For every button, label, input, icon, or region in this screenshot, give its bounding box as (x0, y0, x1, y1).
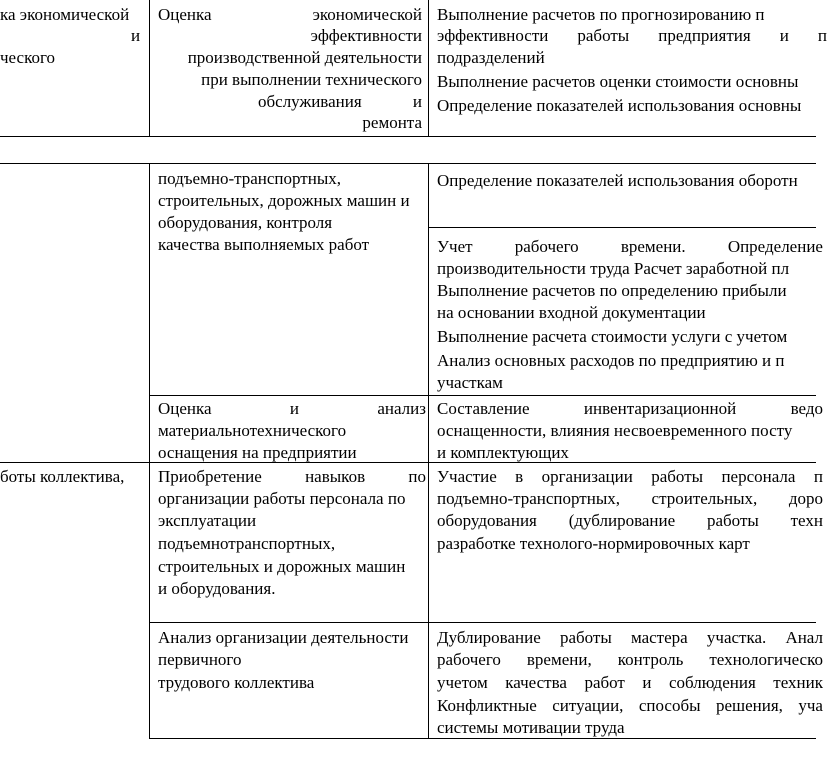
top-col3-word: работы (577, 26, 630, 45)
top-col2-line (258, 90, 422, 113)
top-col2-line: при выполнении технического (201, 70, 422, 89)
row1-col3-line: Выполнение расчета стоимости услуги с учетом (437, 327, 788, 346)
row1-col2-line: качества выполняемых работ (158, 235, 370, 254)
row3-col2-line: строительных и дорожных машин (158, 557, 406, 576)
row1-col2-line: строительных, дорожных машин и (158, 191, 410, 210)
top-col3-word: и (779, 26, 789, 45)
row2-col2-line: оснащения на предприятии (158, 443, 357, 462)
top-col2-line: эффективности (310, 26, 422, 45)
top-col3-line (437, 24, 827, 47)
row4-col3-word: времени, (526, 650, 592, 669)
row3-col2-line: подъемнотранспортных, (158, 534, 336, 553)
top-col3-word: п (817, 26, 827, 45)
row2-col3-word: ведо (790, 399, 823, 418)
row3-col3-line (437, 487, 823, 510)
row3-col3-word: работы (651, 467, 704, 486)
row3-col2-word: Приобретение (158, 467, 262, 486)
row3-col3-line (437, 465, 823, 488)
row3-col3-word: работы (706, 511, 759, 530)
row3-col1-line: боты коллектива, (0, 467, 125, 486)
row4-col3-line: системы мотивации труда (437, 718, 625, 737)
row1-col3-word: рабочего (514, 237, 579, 256)
top-table-bottom-border (0, 136, 816, 137)
row4-col3-word: учетом (437, 673, 488, 692)
row3-col2-line: организации работы персонала по (158, 489, 406, 508)
row4-col3-word: работы (559, 628, 612, 647)
row3-col3-line (437, 509, 823, 532)
row1-col3-line: Определение показателей использования оборотн (437, 171, 798, 190)
row1-subdivider (428, 227, 816, 228)
row1-col2-line: оборудования, контроля (158, 213, 333, 232)
row4-col3-word: решения, (715, 696, 783, 715)
row2-col2-line (158, 397, 426, 420)
row3-col3-word: доро (788, 489, 823, 508)
row2-col3-line (437, 397, 823, 420)
top-col3-line: Выполнение расчетов оценки стоимости основны (437, 72, 799, 91)
row4-col3-word: работ (584, 673, 625, 692)
row4-col3-word: участка. (706, 628, 767, 647)
row1-col3-line: Выполнение расчетов по определению прибыли (437, 281, 787, 300)
row1-col3-line: производительности труда Расчет заработной пл (437, 259, 790, 278)
row4-col3-line (437, 648, 823, 671)
row4-col2-line: трудового коллектива (158, 673, 315, 692)
bottom-table-top-border (0, 163, 816, 164)
row3-col3-word: Участие (437, 467, 497, 486)
row4-col3-word: технологическо (709, 650, 823, 669)
top-col1-line: ческого (0, 48, 56, 67)
row3-col2-word: по (408, 467, 426, 486)
top-col2-word: экономической (312, 5, 422, 24)
row1-col3-line (437, 235, 823, 258)
row4-col3-word: соблюдения (668, 673, 756, 692)
row4-col3-line (437, 671, 823, 694)
row1-col3-line: на основании входной документации (437, 303, 706, 322)
bottom-table-border-col1 (149, 163, 150, 739)
top-col3-word: эффективности (437, 26, 549, 45)
row1-col3-word: времени. (620, 237, 686, 256)
row3-col3-word: в (515, 467, 524, 486)
row4-col3-word: рабочего (437, 650, 501, 669)
top-col1-line: и (131, 26, 141, 45)
top-col1-line: ка экономической (0, 5, 130, 24)
top-table-border-col1 (149, 0, 150, 137)
row2-bottom-border (0, 462, 816, 463)
row4-col3-word: техник (773, 673, 823, 692)
row3-col2-word: навыков (305, 467, 366, 486)
row1-col2-line: подъемно-транспортных, (158, 169, 342, 188)
row3-col3-word: подъемно-транспортных, (437, 489, 621, 508)
top-col2-word: Оценка (158, 5, 212, 24)
row4-col2-line: Анализ организации деятельности (158, 628, 409, 647)
top-col2-word: обслуживания (258, 92, 362, 111)
row2-col2-line: материальнотехнического (158, 421, 347, 440)
top-col3-line: Выполнение расчетов по прогнозированию п (437, 5, 765, 24)
row3-col3-line: разработке технолого-нормировочных карт (437, 534, 750, 553)
top-col2-line (158, 3, 422, 26)
row1-col3-word: Определение (727, 237, 823, 256)
top-col2-line: производственной деятельности (187, 48, 422, 67)
row2-col3-word: инвентаризационной (583, 399, 737, 418)
row3-col3-word: организации (541, 467, 633, 486)
row2-col3-line: и комплектующих (437, 443, 569, 462)
bottom-table-border-col2 (428, 163, 429, 739)
row4-col3-line (437, 626, 823, 649)
top-col2-line: ремонта (362, 113, 422, 132)
row2-col2-word: Оценка (158, 399, 212, 418)
row3-bottom-border (149, 622, 816, 623)
row1-col3-line: Анализ основных расходов по предприятию и п (437, 351, 785, 370)
row4-col3-line (437, 694, 823, 717)
row4-col3-word: мастера (630, 628, 688, 647)
row3-col3-word: п (813, 467, 823, 486)
top-table-border-col2 (428, 0, 429, 137)
row4-col3-word: ситуации, (552, 696, 624, 715)
top-col3-line: подразделений (437, 48, 545, 67)
row3-col3-word: (дублирование (568, 511, 676, 530)
row4-col3-word: контроль (617, 650, 684, 669)
row3-col2-line: эксплуатации (158, 511, 257, 530)
row4-col3-word: Анал (785, 628, 823, 647)
row4-col3-word: Дублирование (437, 628, 541, 647)
row2-col2-word: и (289, 399, 300, 418)
row4-col3-word: способы (638, 696, 701, 715)
row4-col3-word: Конфликтные (437, 696, 537, 715)
row4-col3-word: и (642, 673, 652, 692)
row3-col3-word: оборудования (437, 511, 537, 530)
row3-col3-word: строительных, (651, 489, 758, 508)
row4-col3-word: уча (798, 696, 823, 715)
row1-col3-line: участкам (437, 373, 503, 392)
row1-bottom-border (149, 395, 816, 396)
top-col3-line: Определение показателей использования основны (437, 96, 802, 115)
row2-col3-line: оснащенности, влияния несвоевременного посту (437, 421, 793, 440)
row4-col2-line: первичного (158, 650, 242, 669)
row3-col2-line: и оборудования. (158, 579, 276, 598)
row3-col2-line (158, 465, 426, 488)
row1-col3-word: Учет (437, 237, 473, 256)
row4-col3-word: качества (505, 673, 567, 692)
row2-col2-word: анализ (377, 399, 426, 418)
row3-col3-word: персонала (721, 467, 796, 486)
row2-col3-word: Составление (437, 399, 530, 418)
top-col3-word: предприятия (658, 26, 751, 45)
top-col2-word: и (412, 92, 422, 111)
row3-col3-word: техн (790, 511, 823, 530)
